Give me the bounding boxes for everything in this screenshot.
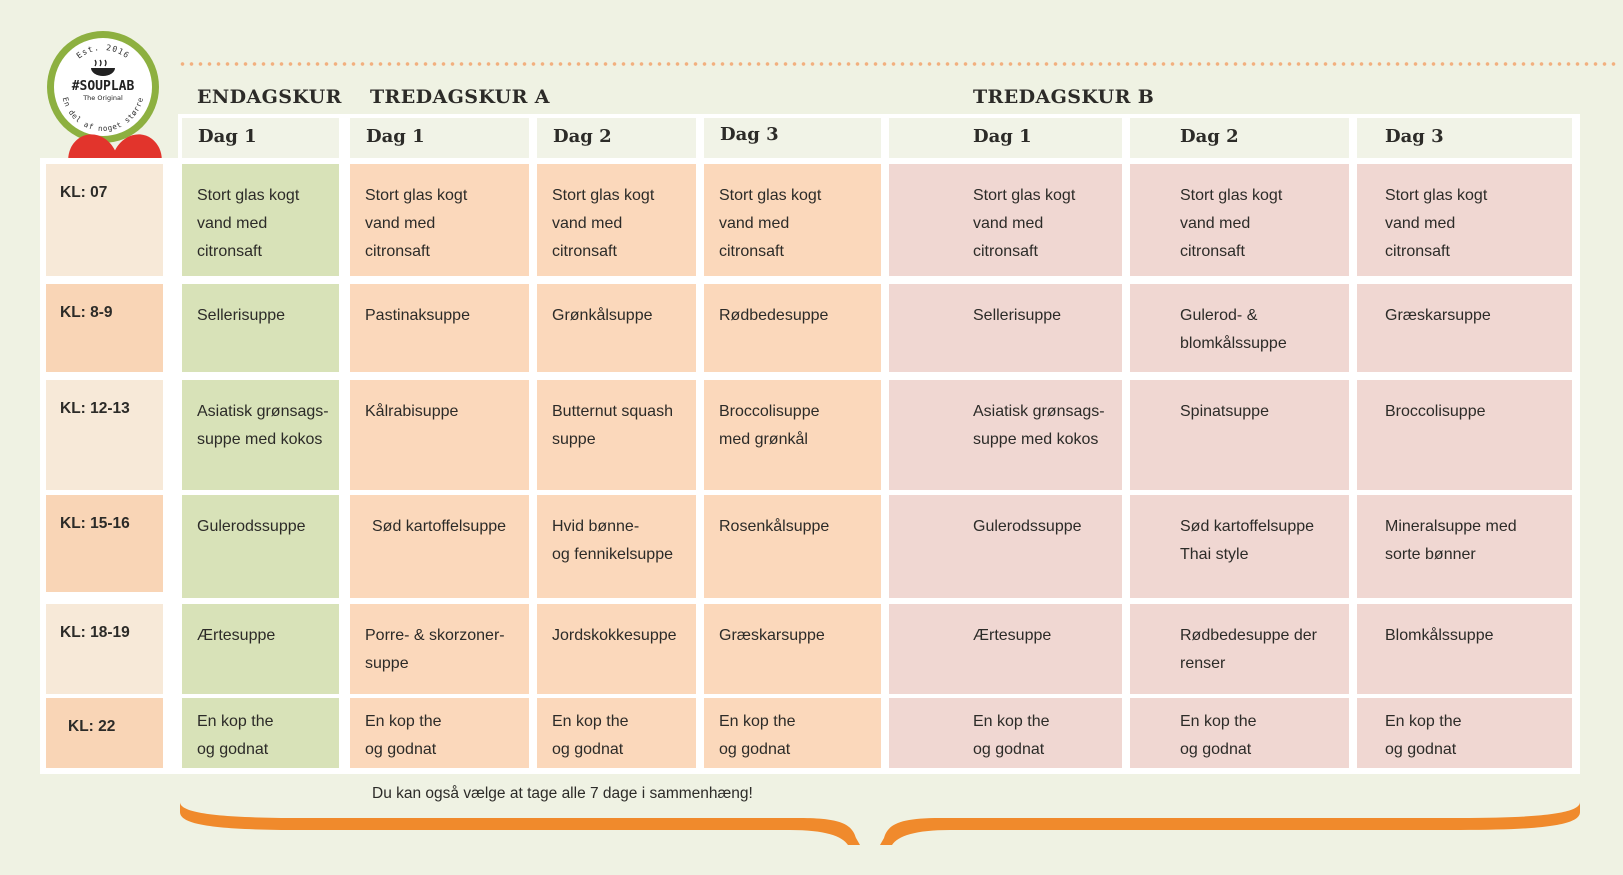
logo-name: #SOUPLAB <box>71 79 135 94</box>
meal-cell: Gulerod- & blomkålssuppe <box>1130 284 1349 372</box>
dotted-divider <box>178 62 1618 66</box>
group-title-endagskur: ENDAGSKUR <box>197 86 342 108</box>
meal-cell: Sellerisuppe <box>889 284 1122 372</box>
meal-cell: Stort glas kogt vand med citronsaft <box>182 164 339 276</box>
meal-cell: En kop the og godnat <box>1130 698 1349 768</box>
meal-cell: Rosenkålsuppe <box>704 495 881 598</box>
column-header-endagskur-dag-1: Dag 1 <box>182 118 339 158</box>
meal-cell: Gulerodssuppe <box>889 495 1122 598</box>
meal-cell: Stort glas kogt vand med citronsaft <box>350 164 529 276</box>
meal-cell: Gulerodssuppe <box>182 495 339 598</box>
meal-cell: Ærtesuppe <box>182 604 339 694</box>
meal-cell: Asiatisk grønsags- suppe med kokos <box>889 380 1122 490</box>
meal-cell: Blomkålssuppe <box>1357 604 1572 694</box>
meal-cell: Porre- & skorzoner- suppe <box>350 604 529 694</box>
meal-cell: Rødbedesuppe der renser <box>1130 604 1349 694</box>
meal-cell: Jordskokkesuppe <box>537 604 696 694</box>
column-header-a-dag-1: Dag 1 <box>350 118 529 158</box>
meal-cell: Kålrabisuppe <box>350 380 529 490</box>
curly-brace-decoration <box>180 800 1580 845</box>
column-header-b-dag-3: Dag 3 <box>1357 118 1572 158</box>
meal-cell: Grønkålsuppe <box>537 284 696 372</box>
meal-cell: Stort glas kogt vand med citronsaft <box>537 164 696 276</box>
time-label: KL: 07 <box>46 164 163 276</box>
meal-cell: Butternut squash suppe <box>537 380 696 490</box>
meal-cell: Asiatisk grønsags- suppe med kokos <box>182 380 339 490</box>
meal-cell: Stort glas kogt vand med citronsaft <box>1357 164 1572 276</box>
meal-cell: En kop the og godnat <box>889 698 1122 768</box>
column-header-b-dag-2: Dag 2 <box>1130 118 1349 158</box>
time-label: KL: 22 <box>46 698 163 768</box>
column-header-a-dag-2: Dag 2 <box>537 118 696 158</box>
group-title-tredagskur-b: TREDAGSKUR B <box>973 86 1155 108</box>
meal-cell: Broccolisuppe med grønkål <box>704 380 881 490</box>
brace-shape <box>180 800 1580 845</box>
logo-est-text: Est. 2016 <box>74 43 132 61</box>
time-label: KL: 8-9 <box>46 284 163 372</box>
meal-cell: En kop the og godnat <box>704 698 881 768</box>
meal-cell: Mineralsuppe med sorte bønner <box>1357 495 1572 598</box>
meal-cell: Stort glas kogt vand med citronsaft <box>1130 164 1349 276</box>
meal-schedule-table <box>40 114 1580 774</box>
meal-cell: Græskarsuppe <box>1357 284 1572 372</box>
time-label: KL: 18-19 <box>46 604 163 694</box>
footer-note: Du kan også vælge at tage alle 7 dage i sammenhæng! <box>372 785 753 802</box>
meal-cell: Sød kartoffelsuppe <box>350 495 529 598</box>
meal-cell: Spinatsuppe <box>1130 380 1349 490</box>
meal-cell: Rødbedesuppe <box>704 284 881 372</box>
meal-cell: Sellerisuppe <box>182 284 339 372</box>
group-title-tredagskur-a: TREDAGSKUR A <box>370 86 550 108</box>
meal-cell: En kop the og godnat <box>182 698 339 768</box>
meal-cell: En kop the og godnat <box>537 698 696 768</box>
meal-cell: Stort glas kogt vand med citronsaft <box>889 164 1122 276</box>
meal-cell: Græskarsuppe <box>704 604 881 694</box>
meal-cell: Broccolisuppe <box>1357 380 1572 490</box>
time-label: KL: 12-13 <box>46 380 163 490</box>
meal-cell: En kop the og godnat <box>1357 698 1572 768</box>
meal-cell: Pastinaksuppe <box>350 284 529 372</box>
column-header-a-dag-3: Dag 3 <box>704 118 881 158</box>
meal-cell: Sød kartoffelsuppe Thai style <box>1130 495 1349 598</box>
time-label: KL: 15-16 <box>46 495 163 592</box>
logo-subtitle: The Original <box>83 94 123 102</box>
meal-cell: Ærtesuppe <box>889 604 1122 694</box>
meal-cell: Stort glas kogt vand med citronsaft <box>704 164 881 276</box>
meal-cell: En kop the og godnat <box>350 698 529 768</box>
column-header-b-dag-1: Dag 1 <box>889 118 1122 158</box>
logo-ring-text: En del af noget større <box>60 96 146 134</box>
meal-cell: Hvid bønne- og fennikelsuppe <box>537 495 696 598</box>
